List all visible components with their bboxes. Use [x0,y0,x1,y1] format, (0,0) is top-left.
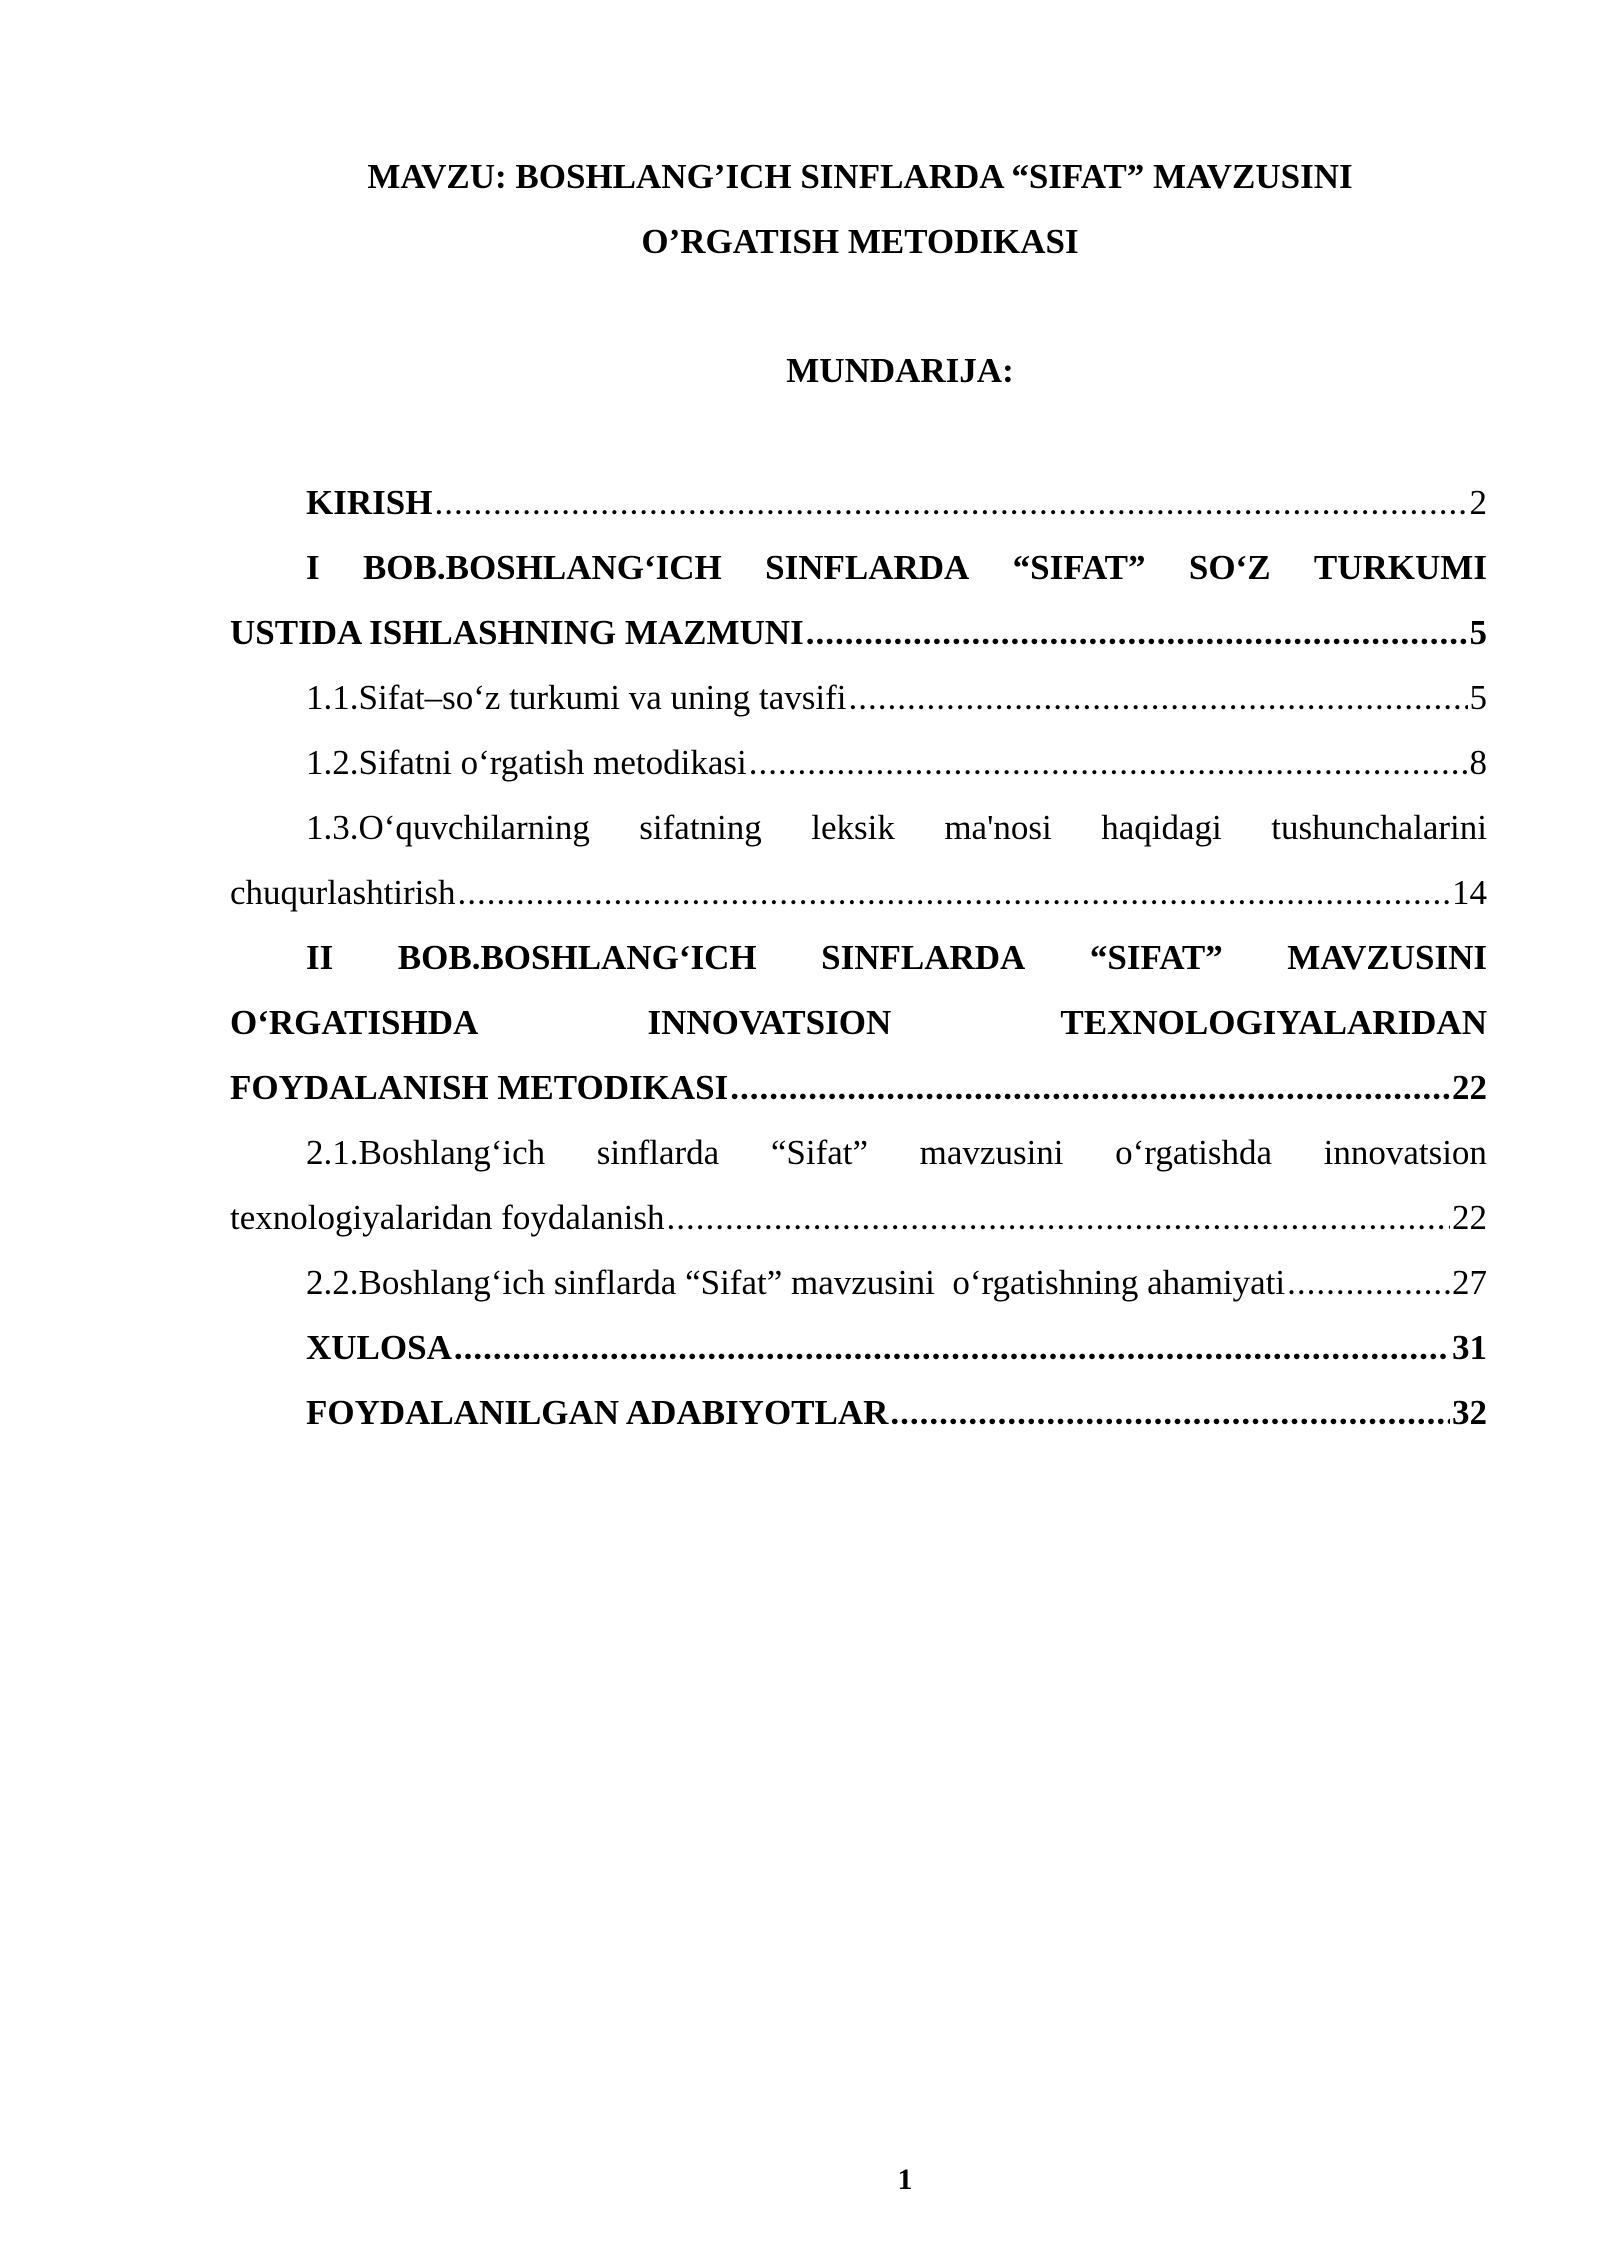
toc-word: innovatsion [1323,1132,1487,1172]
toc-entry-section-2-1-line-1 [230,1120,1487,1185]
toc-word: leksik [811,807,895,847]
toc-entry-section-2-1-line-2 [230,1185,1487,1250]
toc-word: I [306,547,320,587]
toc-word: BOB.BOSHLANG‘ICH [362,547,722,587]
toc-page-number: 22 [1452,1197,1487,1237]
toc-leader-dots [666,1198,1450,1238]
toc-page-number: 5 [1469,612,1487,652]
toc-label: 1.1.Sifat–so‘z turkumi va uning tavsifi [306,677,847,717]
page-number: 1 [897,2163,913,2196]
toc-word: SINFLARDA [821,937,1026,977]
toc-label: FOYDALANILGAN ADABIYOTLAR [306,1392,889,1432]
toc-word: sifatning [639,807,762,847]
toc-word: SINFLARDA [765,547,970,587]
toc-entry-chapter-2-line-2 [230,990,1487,1055]
toc-leader-dots [454,1328,1450,1368]
contents-heading: MUNDARIJA: [786,351,1014,390]
toc-word: “SIFAT” [1089,937,1223,977]
toc-page-number: 8 [1469,742,1487,782]
toc-word: BOB.BOSHLANG‘ICH [397,937,757,977]
toc-word: 2.1.Boshlang‘ich [306,1132,546,1172]
toc-entry-kirish [230,470,1487,535]
toc-leader-dots [890,1393,1450,1433]
toc-label: USTIDA ISHLASHNING MAZMUNI [230,612,804,652]
toc-entry-section-2-2 [230,1250,1487,1315]
toc-word: “SIFAT” [1012,547,1146,587]
toc-word: 1.3.O‘quvchilarning [306,807,590,847]
toc-word: ma'nosi [944,807,1052,847]
toc-word: tushunchalarini [1271,807,1487,847]
toc-label: KIRISH [306,482,433,522]
toc-leader-dots [848,678,1467,718]
toc-page-number: 22 [1452,1067,1487,1107]
toc-word: haqidagi [1101,807,1222,847]
toc-label: 2.2.Boshlang‘ich sinflarda “Sifat” mavzusini o‘rgatishning ahamiyati [306,1262,1286,1302]
toc-word: II [306,937,334,977]
toc-word: TEXNOLOGIYALARIDAN [1060,1002,1487,1042]
toc-label: texnologiyalaridan foydalanish [230,1197,665,1237]
toc-page-number: 5 [1469,677,1487,717]
toc-entry-chapter-1-line-1 [230,535,1487,600]
toc-page-number: 27 [1452,1262,1487,1302]
toc-page-number: 2 [1469,482,1487,522]
toc-leader-dots [806,613,1468,653]
toc-entry-section-1-1 [230,665,1487,730]
toc-word: MAVZUSINI [1287,937,1487,977]
toc-label: XULOSA [306,1327,452,1367]
toc-label: 1.2.Sifatni o‘rgatish metodikasi [306,742,747,782]
toc-word: INNOVATSION [647,1002,892,1042]
toc-leader-dots [730,1068,1450,1108]
toc-entry-section-1-3-line-2 [230,860,1487,925]
toc-leader-dots [1287,1263,1450,1303]
toc-label: FOYDALANISH METODIKASI [230,1067,729,1107]
toc-label: chuqurlashtirish [230,872,456,912]
toc-entry-chapter-2-line-1 [230,925,1487,990]
toc-word: “Sifat” [770,1132,869,1172]
toc-entry-section-1-3-line-1 [230,795,1487,860]
toc-word: mavzusini [919,1132,1064,1172]
toc-entry-section-1-2 [230,730,1487,795]
toc-page-number: 14 [1452,872,1487,912]
toc-word: TURKUMI [1313,547,1487,587]
toc-page-number: 32 [1452,1392,1487,1432]
toc-entry-chapter-1-line-2 [230,600,1487,665]
toc-leader-dots [749,743,1468,783]
toc-word: o‘rgatishda [1115,1132,1272,1172]
toc-leader-dots [458,873,1450,913]
toc-entry-chapter-2-line-3 [230,1055,1487,1120]
toc-entry-xulosa [230,1315,1487,1380]
toc-word: SO‘Z [1188,547,1271,587]
toc-word: O‘RGATISHDA [230,1002,479,1042]
toc-word: sinflarda [596,1132,720,1172]
toc-leader-dots [434,483,1467,523]
document-title-line-2: O’RGATISH METODIKASI [641,222,1079,261]
toc-page-number: 31 [1452,1327,1487,1367]
document-title-line-1: MAVZU: BOSHLANG’ICH SINFLARDA “SIFAT” MAVZUSINI [367,157,1353,196]
toc-entry-adabiyotlar [230,1380,1487,1445]
